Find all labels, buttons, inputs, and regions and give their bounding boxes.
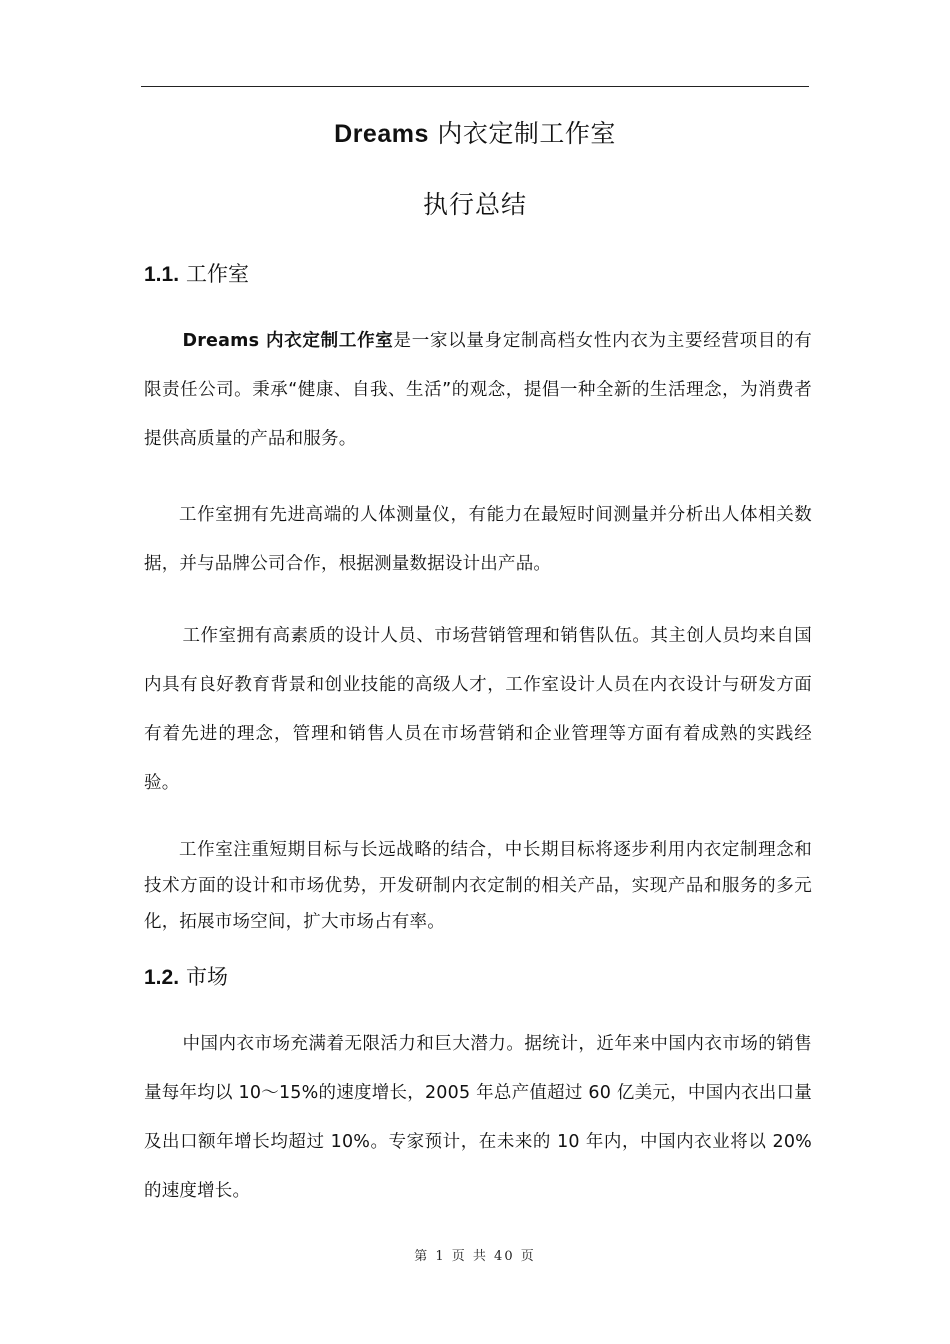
section-number: 1.2. xyxy=(144,966,180,989)
strategy-text: 工作室注重短期目标与长远战略的结合，中长期目标将逐步利用内衣定制理念和技术方面的设计和市场优势，开发研制内衣定制的相关产品，实现产品和服务的多元化，拓展市场空间，扩大市场占有率。 xyxy=(144,840,812,932)
market-text: 中国内衣市场充满着无限活力和巨大潜力。据统计，近年来中国内衣市场的销售量每年均以 10～15%的速度增长，2005 年总产值超过 60 亿美元，中国内衣出口量及出口额年增长均超过 10%。专家预计，在未来的 10 年内，中国内衣业将以 20%的速度增长。 xyxy=(144,1034,812,1201)
document-subtitle: 执行总结 xyxy=(422,190,527,219)
page-footer: 第 1 页 共 40 页 xyxy=(414,1249,536,1264)
equipment-text: 工作室拥有先进高端的人体测量仪，有能力在最短时间测量并分析出人体相关数据，并与品牌公司合作，根据测量数据设计出产品。 xyxy=(144,505,812,574)
header-rule xyxy=(141,86,809,87)
document-title xyxy=(141,117,809,151)
section-title: 工作室 xyxy=(186,262,250,286)
section-title: 市场 xyxy=(186,965,229,989)
paragraph-equipment xyxy=(144,491,812,589)
paragraph-market xyxy=(144,1020,812,1216)
team-text: 工作室拥有高素质的设计人员、市场营销管理和销售队伍。其主创人员均来自国内具有良好教育背景和创业技能的高级人才，工作室设计人员在内衣设计与研发方面有着先进的理念，管理和销售人员在市场营销和企业管理等方面有着成熟的实践经验。 xyxy=(144,626,812,793)
paragraph-team xyxy=(144,612,812,808)
section-heading-studio xyxy=(144,259,249,290)
intro-text: 是一家以量身定制高档女性内衣为主要经营项目的有限责任公司。秉承“健康、自我、生活”的观念，提倡一种全新的生活理念，为消费者提供高质量的产品和服务。 xyxy=(144,331,812,449)
section-heading-market xyxy=(144,962,228,993)
paragraph-intro xyxy=(144,317,812,464)
section-number: 1.1. xyxy=(144,263,180,286)
company-name: Dreams 内衣定制工作室 xyxy=(182,331,394,351)
title-chinese: 内衣定制工作室 xyxy=(437,119,616,148)
paragraph-strategy xyxy=(144,832,812,940)
title-latin: Dreams xyxy=(334,120,429,148)
